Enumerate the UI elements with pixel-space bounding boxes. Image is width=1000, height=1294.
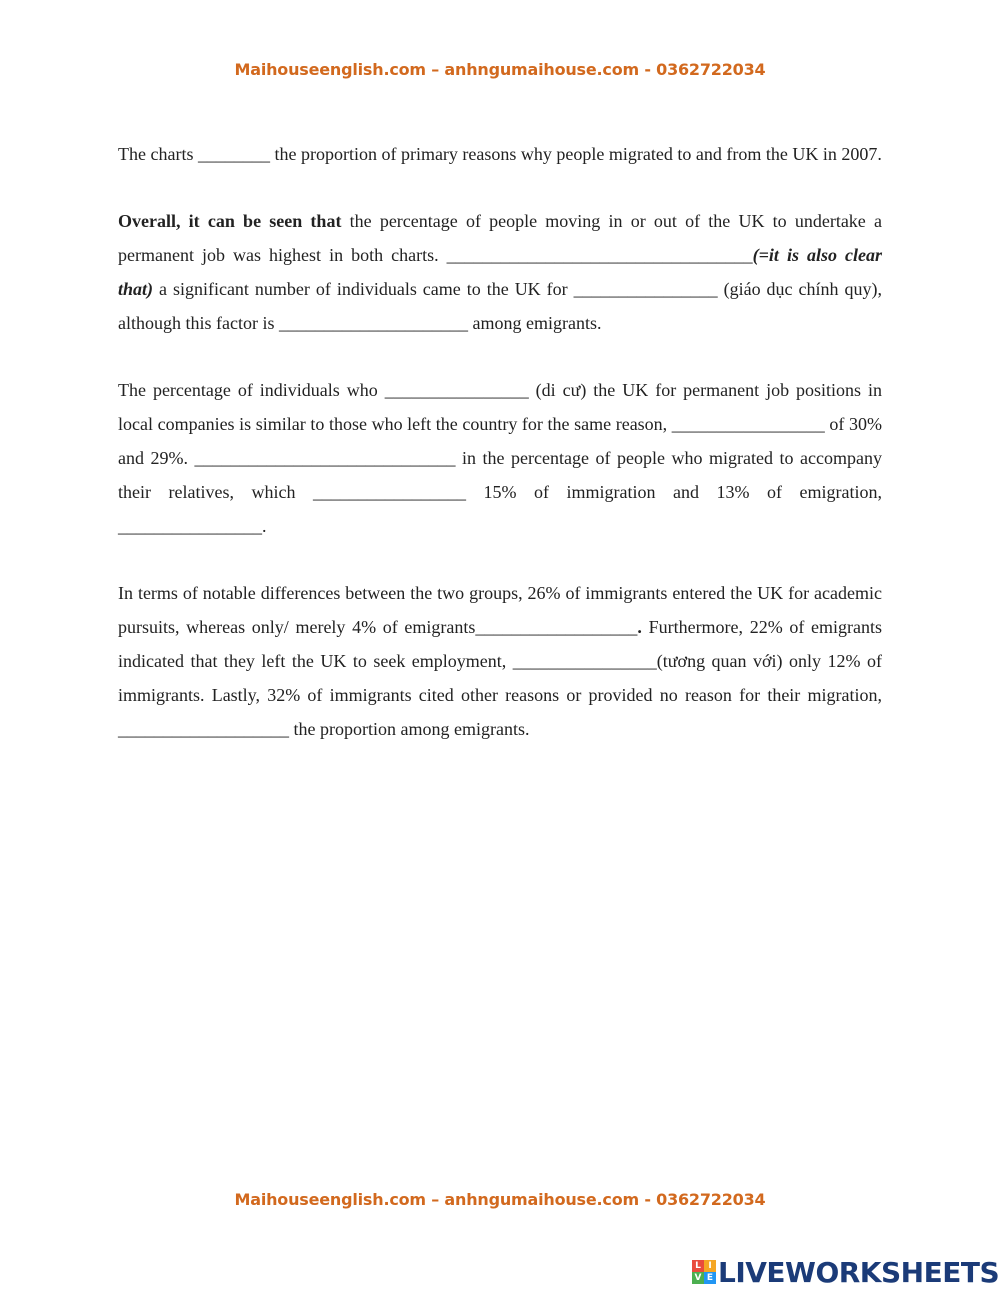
blank-field[interactable]: __________________ — [475, 617, 638, 637]
blank-field[interactable]: ________________ — [118, 516, 262, 536]
page-header: Maihouseenglish.com – anhngumaihouse.com - 0362722034 — [234, 60, 766, 79]
blank-field[interactable]: ________________ — [512, 651, 657, 671]
blank-field[interactable]: _____________________ — [278, 313, 468, 333]
blank-field[interactable]: __________________________________ — [446, 245, 753, 265]
paragraph-similarities — [118, 373, 882, 543]
live-icon-letter: E — [704, 1272, 716, 1284]
text: (tương quan với) only 12% of immigrants. Lastly, 32% of immigrants cited other reasons or provided no reason for their migration, — [118, 651, 882, 705]
blank-field[interactable]: ________________ — [573, 279, 718, 299]
bold-text: . — [637, 617, 642, 637]
text: Furthermore, 22% of emigrants indicated that they left the UK to seek employment, — [118, 617, 882, 671]
text: the proportion of primary reasons why people migrated to and from the UK in 2007. — [269, 144, 882, 164]
paragraph-overview — [118, 204, 882, 340]
blank-field[interactable]: _____________________________ — [194, 448, 456, 468]
blank-field[interactable]: ___________________ — [118, 719, 289, 739]
blank-field[interactable]: _________________ — [312, 482, 466, 502]
text: (giáo dục chính quy), although this factor is — [118, 279, 882, 333]
text: (di cư) the UK for permanent job positions in local companies is similar to those who left the country for the same reason, — [118, 380, 882, 434]
text: In terms of notable differences between the two groups, 26% of immigrants entered the UK for academic pursuits, whereas only/ merely 4% of emigrants — [118, 583, 882, 637]
text: among emigrants. — [467, 313, 602, 333]
text: the proportion among emigrants. — [289, 719, 530, 739]
blank-field[interactable]: ________ — [197, 144, 270, 164]
blank-field[interactable]: _________________ — [671, 414, 825, 434]
text: The charts — [118, 144, 198, 164]
text: 15% of immigration and 13% of emigration, — [465, 482, 882, 502]
paragraph-differences — [118, 576, 882, 746]
bold-text: Overall, it can be seen that — [118, 211, 342, 231]
live-icon-letter: L — [692, 1260, 704, 1272]
text: in the percentage of people who migrated to accompany their relatives, which — [118, 448, 882, 502]
text: the percentage of people moving in or out of the UK to undertake a permanent job was highest in both charts. — [118, 211, 882, 265]
logo-text: LIVEWORKSHEETS — [718, 1255, 1000, 1289]
worksheet-body — [118, 137, 882, 779]
text: . — [262, 516, 267, 536]
blank-field[interactable]: ________________ — [384, 380, 529, 400]
text: The percentage of individuals who — [118, 380, 385, 400]
paragraph-intro — [118, 137, 882, 171]
hint-text: (=it is also clear that) — [118, 245, 882, 299]
live-icon-letter: V — [692, 1272, 704, 1284]
liveworksheets-logo — [692, 1252, 999, 1292]
text: a significant number of individuals came to the UK for — [153, 279, 574, 299]
page-footer: Maihouseenglish.com – anhngumaihouse.com - 0362722034 — [234, 1190, 766, 1209]
live-icon — [692, 1260, 716, 1284]
live-icon-letter: I — [704, 1260, 716, 1272]
text: of 30% and 29%. — [118, 414, 882, 468]
